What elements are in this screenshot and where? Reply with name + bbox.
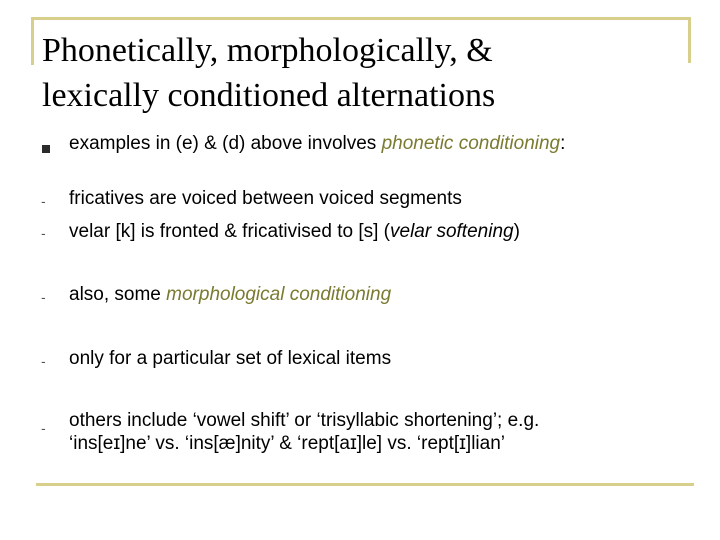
bullet-text-end: : <box>560 133 566 154</box>
bullet-item-6 <box>69 409 699 455</box>
dash-bullet-icon: - <box>41 289 46 305</box>
bullet-text: examples in (e) & (d) above involves <box>69 133 382 154</box>
dash-bullet-icon: - <box>41 353 46 369</box>
bullet-item-4 <box>69 283 699 306</box>
square-bullet-icon <box>42 145 50 153</box>
bullet-emphasis: phonetic conditioning <box>381 133 561 154</box>
bullet-emphasis: morphological conditioning <box>166 284 392 305</box>
bullet-line-2: ‘ins[eɪ]ne’ vs. ‘ins[æ]nity’ & ‘rept[aɪ]le] vs. ‘rept[ɪ]lian’ <box>69 433 505 454</box>
bullet-text: velar [k] is fronted & fricativised to [s] ( <box>69 221 390 242</box>
title-line-2: lexically conditioned alternations <box>42 77 496 114</box>
bullet-emphasis: velar softening <box>390 221 514 242</box>
bullet-item-5: only for a particular set of lexical items <box>69 348 392 369</box>
bullet-line-1: others include ‘vowel shift’ or ‘trisyllabic shortening’; e.g. <box>69 410 540 431</box>
bullet-item-2: fricatives are voiced between voiced segments <box>69 188 462 209</box>
bullet-item-1 <box>69 132 699 155</box>
bullet-item-3 <box>69 220 699 243</box>
title-line-1: Phonetically, morphologically, & <box>42 32 493 69</box>
bullet-text-end: ) <box>513 221 520 242</box>
dash-bullet-icon: - <box>41 420 46 436</box>
dash-bullet-icon: - <box>41 225 46 241</box>
bullet-text: also, some <box>69 284 167 305</box>
dash-bullet-icon: - <box>41 193 46 209</box>
